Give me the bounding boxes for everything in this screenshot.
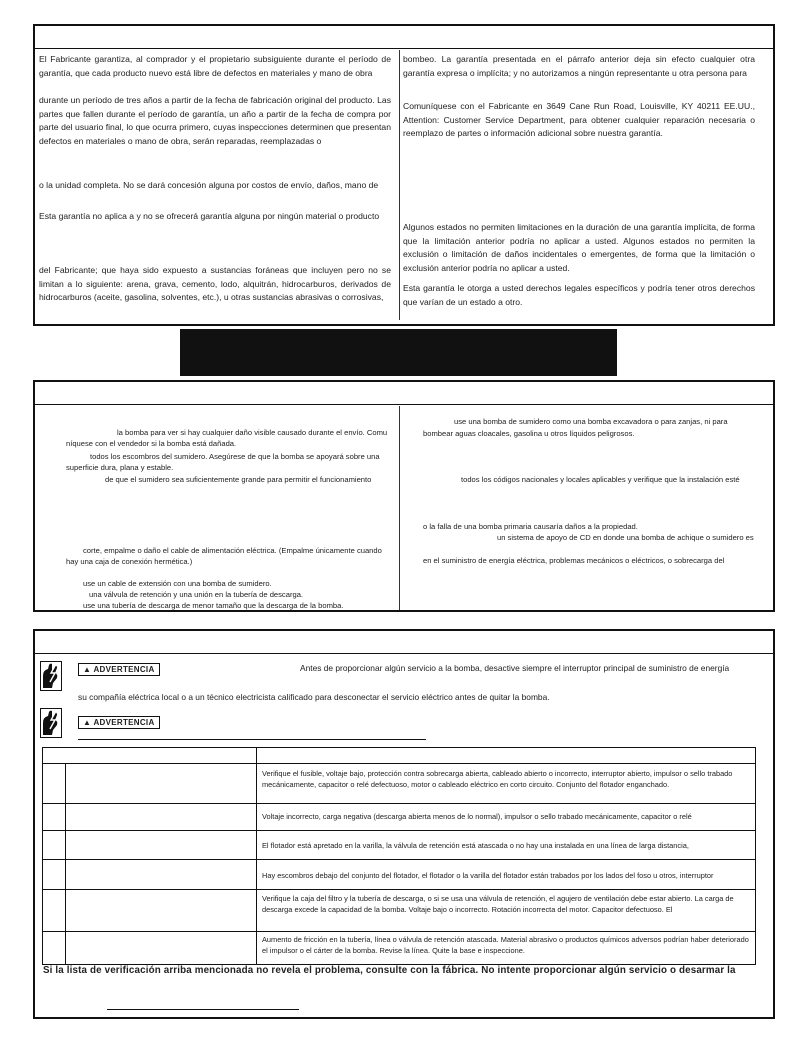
final-instruction: Si la lista de verificación arriba mencionada no revela el problema, consulte con la fábrica. No intente proporcionar algún servicio o desarmar la: [43, 965, 736, 976]
service-header-bar: [35, 631, 773, 654]
install-note: todos los códigos nacionales y locales aplicables y verifique que la instalación esté: [461, 475, 740, 484]
table-row-rule: [43, 889, 755, 890]
installation-header-bar: [35, 382, 773, 405]
install-note: superficie dura, plana y estable.: [66, 463, 174, 472]
table-row-remedy: Voltaje incorrecto, carga negativa (descarga abierta menos de lo normal), impulsor o sello trabado mecánicamente, capacitor o relé: [262, 812, 692, 821]
warning-triangle-icon: ▲: [83, 665, 92, 674]
install-note: use una tubería de descarga de menor tamaño que la descarga de la bomba.: [83, 601, 344, 610]
warranty-paragraph: durante un período de tres años a partir de la fecha de fabricación original del producto. Las partes que fallen durante el período de garantía, un año a partir de la fecha de compra por parte del usuario final, lo que ocurra primero, cuyas inspecciones determinen que presentan defectos en materiales o mano de obra, serán reparadas, reemplazadas o: [39, 95, 391, 146]
install-note: bombear aguas cloacales, gasolina u otros líquidos peligrosos.: [423, 429, 635, 438]
advertencia-badge: [78, 663, 160, 676]
install-note: de que el sumidero sea suficientemente grande para permitir el funcionamiento: [105, 475, 372, 484]
badge-label: ADVERTENCIA: [93, 718, 155, 727]
installation-column-divider: [399, 406, 400, 610]
warning-underline: [78, 739, 426, 740]
install-note: o la falla de una bomba primaria causaría daños a la propiedad.: [423, 522, 638, 531]
warranty-column-divider: [399, 50, 400, 320]
install-note: use un cable de extensión con una bomba de sumidero.: [83, 579, 272, 588]
warranty-paragraph: Esta garantía no aplica a y no se ofrecerá garantía alguna por ningún material o producto: [39, 211, 380, 221]
table-row-rule: [43, 803, 755, 804]
badge-label: ADVERTENCIA: [93, 665, 155, 674]
troubleshooting-table: [42, 747, 756, 965]
install-note: corte, empalme o daño el cable de alimentación eléctrica. (Empalme únicamente cuando: [83, 546, 382, 555]
warranty-paragraph: Algunos estados no permiten limitaciones en la duración de una garantía implícita, de forma que la limitación anterior podría no aplicar a usted. Algunos estados no permiten la exclusión o limitación de daños incidentales o emergentes, de forma que la limitación o exclusión anterior podría no aplicar a usted.: [403, 222, 755, 273]
advertencia-badge: [78, 716, 160, 729]
electric-shock-hazard-icon: [40, 708, 62, 738]
install-note: una válvula de retención y una unión en la tubería de descarga.: [89, 590, 304, 599]
warranty-header-bar: [35, 26, 773, 49]
table-row-remedy: El flotador está apretado en la varilla, la válvula de retención está atascada o no hay una instalada en una línea de larga distancia,: [262, 841, 689, 850]
warning-triangle-icon: ▲: [83, 718, 92, 727]
install-note: todos los escombros del sumidero. Asegúrese de que la bomba se apoyará sobre una: [90, 452, 380, 461]
table-row-remedy: Aumento de fricción en la tubería, línea o válvula de retención atascada. Material abrasivo o productos químicos adversos podrían haber deteriorado el impulsor o el cárter de la bomba. Revise la línea. Quite la base e inspeccione.: [262, 935, 749, 956]
install-note: en el suministro de energía eléctrica, problemas mecánicos o eléctricos, o sobrecarga del: [423, 556, 725, 565]
table-row-remedy: Hay escombros debajo del conjunto del flotador, el flotador o la varilla del flotador están trabados por los lados del foso u otros, interruptor: [262, 871, 714, 880]
section-title-bar: [180, 329, 617, 376]
table-header-rule: [43, 763, 755, 764]
warning-text: Antes de proporcionar algún servicio a la bomba, desactive siempre el interruptor principal de suministro de energía: [300, 663, 730, 673]
signature-line: [107, 1009, 299, 1010]
table-row-rule: [43, 859, 755, 860]
warranty-paragraph: El Fabricante garantiza, al comprador y el propietario subsiguiente durante el período de garantía, que cada producto nuevo está libre de defectos en materiales y mano de obra: [39, 54, 391, 78]
warranty-paragraph: Comuníquese con el Fabricante en 3649 Cane Run Road, Louisville, KY 40211 EE.UU., Attention: Customer Service Department, para obtener cualquier reparación necesaria o reemplazo de partes o información adicional sobre nuestra garantía.: [403, 101, 755, 139]
table-row-rule: [43, 931, 755, 932]
electric-shock-hazard-icon: [40, 661, 62, 691]
warranty-section: [33, 24, 775, 326]
install-note: níquese con el vendedor si la bomba está dañada.: [66, 439, 237, 448]
table-row-remedy: Verifique el fusible, voltaje bajo, protección contra sobrecarga abierta, cableado abierto o incorrecto, interruptor abierto, impulsor o sello trabado mecánicamente, capacitor o relé defectuoso, motor o cableado eléctrico en corto circuito. Conjunto del flotador enganchado.: [262, 769, 733, 790]
install-note: un sistema de apoyo de CD en donde una bomba de achique o sumidero es: [497, 533, 754, 542]
service-section: [33, 629, 775, 1019]
table-col-divider: [65, 763, 66, 964]
warning-text: su compañía eléctrica local o a un técnico electricista calificado para desconectar el servicio eléctrico antes de quitar la bomba.: [78, 692, 550, 702]
table-row-remedy: Verifique la caja del filtro y la tubería de descarga, o si se usa una válvula de retención, el agujero de ventilación debe estar abierto. La carga de descarga excede la capacidad de la bomba. Voltaje bajo o incorrecto. Rotación incorrecta del motor. Capacitor defectuoso. El: [262, 894, 734, 915]
installation-section: [33, 380, 775, 612]
warranty-paragraph: bombeo. La garantía presentada en el párrafo anterior deja sin efecto cualquier otra garantía expresa o implícita; y no autorizamos a ningún representante u otra persona para: [403, 54, 755, 78]
table-row-rule: [43, 830, 755, 831]
install-note: hay una caja de conexión hermética.): [66, 557, 193, 566]
warranty-paragraph: Esta garantía le otorga a usted derechos legales específicos y podría tener otros derechos que varían de un estado a otro.: [403, 283, 755, 307]
install-note: use una bomba de sumidero como una bomba excavadora o para zanjas, ni para: [454, 417, 728, 426]
warranty-paragraph: del Fabricante; que haya sido expuesto a sustancias foráneas que incluyen pero no se limitan a lo siguiente: arena, grava, cemento, lodo, alquitrán, hidrocarburos, derivados de hidrocarburos (aceite, gasolina, solventes, etc.), u otras sustancias abrasivas o corrosivas,: [39, 265, 391, 303]
install-note: la bomba para ver si hay cualquier daño visible causado durante el envío. Comu: [117, 428, 388, 437]
warranty-paragraph: o la unidad completa. No se dará concesión alguna por costos de envío, daños, mano de: [39, 180, 379, 190]
